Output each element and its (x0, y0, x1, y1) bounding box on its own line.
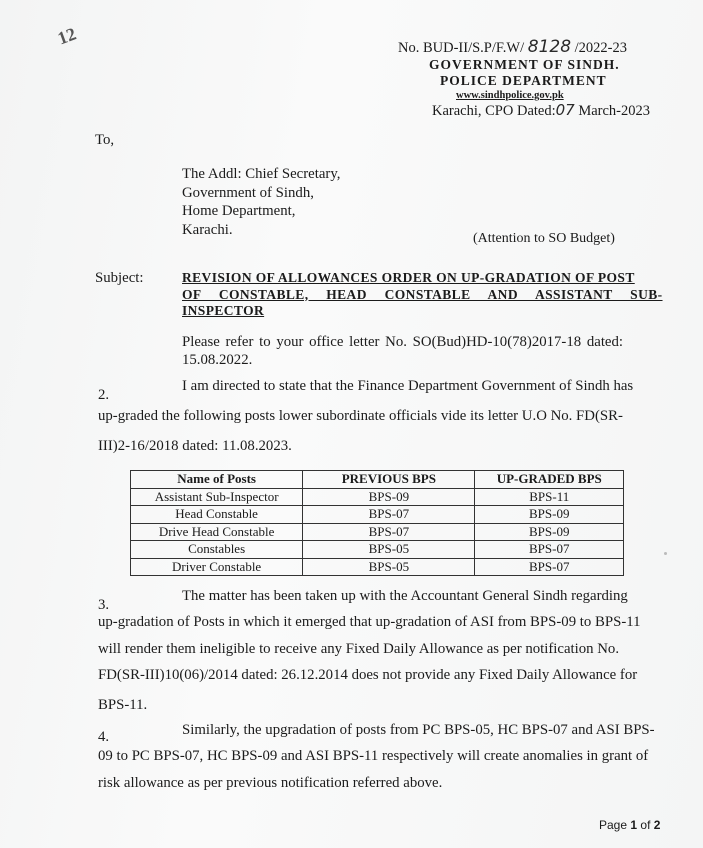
attention-note: (Attention to SO Budget) (473, 231, 615, 246)
paragraph-3-line: will render them ineligible to receive any Fixed Daily Allowance as per notification No. (98, 641, 620, 657)
header-government: GOVERNMENT OF SINDH. (429, 57, 620, 72)
post-name-cell: Head Constable (131, 506, 303, 524)
address-line: Government of Sindh, (182, 184, 314, 201)
subject-text (182, 270, 663, 320)
paragraph-2-line: up-graded the following posts lower subordinate officials vide its letter U.O No. FD(SR- (98, 408, 623, 424)
paragraph-3-number: 3. (98, 597, 110, 613)
previous-bps-cell: BPS-09 (303, 488, 475, 506)
reference-handwritten-number: 8128 (527, 37, 572, 57)
subject-line-3: INSPECTOR (182, 303, 265, 318)
paragraph-4-number: 4. (98, 729, 110, 745)
page-of: of (640, 818, 651, 832)
to-label: To, (95, 132, 115, 148)
reference-prefix: No. BUD-II/S.P/F.W/ (398, 40, 525, 56)
table-row (131, 488, 624, 506)
post-name-cell: Assistant Sub-Inspector (131, 488, 303, 506)
table-row (131, 506, 624, 524)
handwritten-corner-mark: 12 (54, 23, 79, 49)
paragraph-4-line: 09 to PC BPS-07, HC BPS-09 and ASI BPS-11 respectively will create anomalies in grant of (98, 748, 649, 764)
paragraph-2-line: III)2-16/2018 dated: 11.08.2023. (98, 438, 292, 454)
table-row (131, 558, 624, 576)
upgraded-bps-cell: BPS-09 (475, 506, 624, 524)
header-website: www.sindhpolice.gov.pk (456, 90, 564, 101)
upgradation-table (130, 470, 624, 576)
table-header-row (131, 471, 624, 489)
table-row (131, 541, 624, 559)
address-line: Karachi. (182, 221, 233, 238)
paragraph-3-line: up-gradation of Posts in which it emerged that up-gradation of ASI from BPS-09 to BPS-11 (98, 614, 641, 630)
upgraded-bps-cell: BPS-11 (475, 488, 624, 506)
recipient-address (182, 165, 340, 239)
paragraph-4-line: risk allowance as per previous notification referred above. (98, 775, 443, 791)
paragraph-1 (182, 333, 623, 369)
column-header: PREVIOUS BPS (303, 471, 475, 489)
paragraph-2-line: I am directed to state that the Finance Department Government of Sindh has (182, 378, 634, 394)
subject-line-2: OF CONSTABLE, HEAD CONSTABLE AND ASSISTANT SUB- (182, 286, 663, 302)
table-row (131, 523, 624, 541)
paragraph-1-line: Please refer to your office letter No. SO(Bud)HD-10(78)2017-18 dated: (182, 334, 624, 350)
previous-bps-cell: BPS-05 (303, 541, 475, 559)
paragraph-3-line: FD(SR-III)10(06)/2014 dated: 26.12.2014 does not provide any Fixed Daily Allowance for (98, 667, 638, 683)
subject-label: Subject: (95, 270, 144, 286)
upgraded-bps-cell: BPS-09 (475, 523, 624, 541)
paragraph-3-line: The matter has been taken up with the Accountant General Sindh regarding (182, 588, 628, 604)
previous-bps-cell: BPS-05 (303, 558, 475, 576)
scan-speck (664, 552, 667, 555)
post-name-cell: Drive Head Constable (131, 523, 303, 541)
column-header: Name of Posts (131, 471, 303, 489)
upgraded-bps-cell: BPS-07 (475, 541, 624, 559)
subject-line-1: REVISION OF ALLOWANCES ORDER ON UP-GRADATION OF POST (182, 270, 635, 285)
page-total: 2 (653, 818, 661, 832)
previous-bps-cell: BPS-07 (303, 506, 475, 524)
address-line: Home Department, (182, 203, 296, 219)
header-date (432, 101, 650, 120)
page-number (599, 818, 660, 832)
previous-bps-cell: BPS-07 (303, 523, 475, 541)
post-name-cell: Driver Constable (131, 558, 303, 576)
date-handwritten-day: 07 (555, 101, 575, 119)
page-current: 1 (630, 818, 638, 832)
header-department: POLICE DEPARTMENT (440, 73, 607, 88)
paragraph-1-line: 15.08.2022. (182, 352, 253, 368)
reference-number (398, 37, 627, 57)
upgraded-bps-cell: BPS-07 (475, 558, 624, 576)
date-prefix: Karachi, CPO Dated: (432, 103, 556, 119)
address-line: The Addl: Chief Secretary, (182, 166, 341, 182)
post-name-cell: Constables (131, 541, 303, 559)
column-header: UP-GRADED BPS (475, 471, 624, 489)
paragraph-3-line: BPS-11. (98, 697, 148, 713)
reference-suffix: /2022-23 (574, 40, 627, 56)
paragraph-4-line: Similarly, the upgradation of posts from PC BPS-05, HC BPS-07 and ASI BPS- (182, 722, 655, 738)
paragraph-2-number: 2. (98, 387, 110, 403)
date-suffix: March-2023 (578, 103, 651, 119)
page-label: Page (599, 818, 628, 832)
